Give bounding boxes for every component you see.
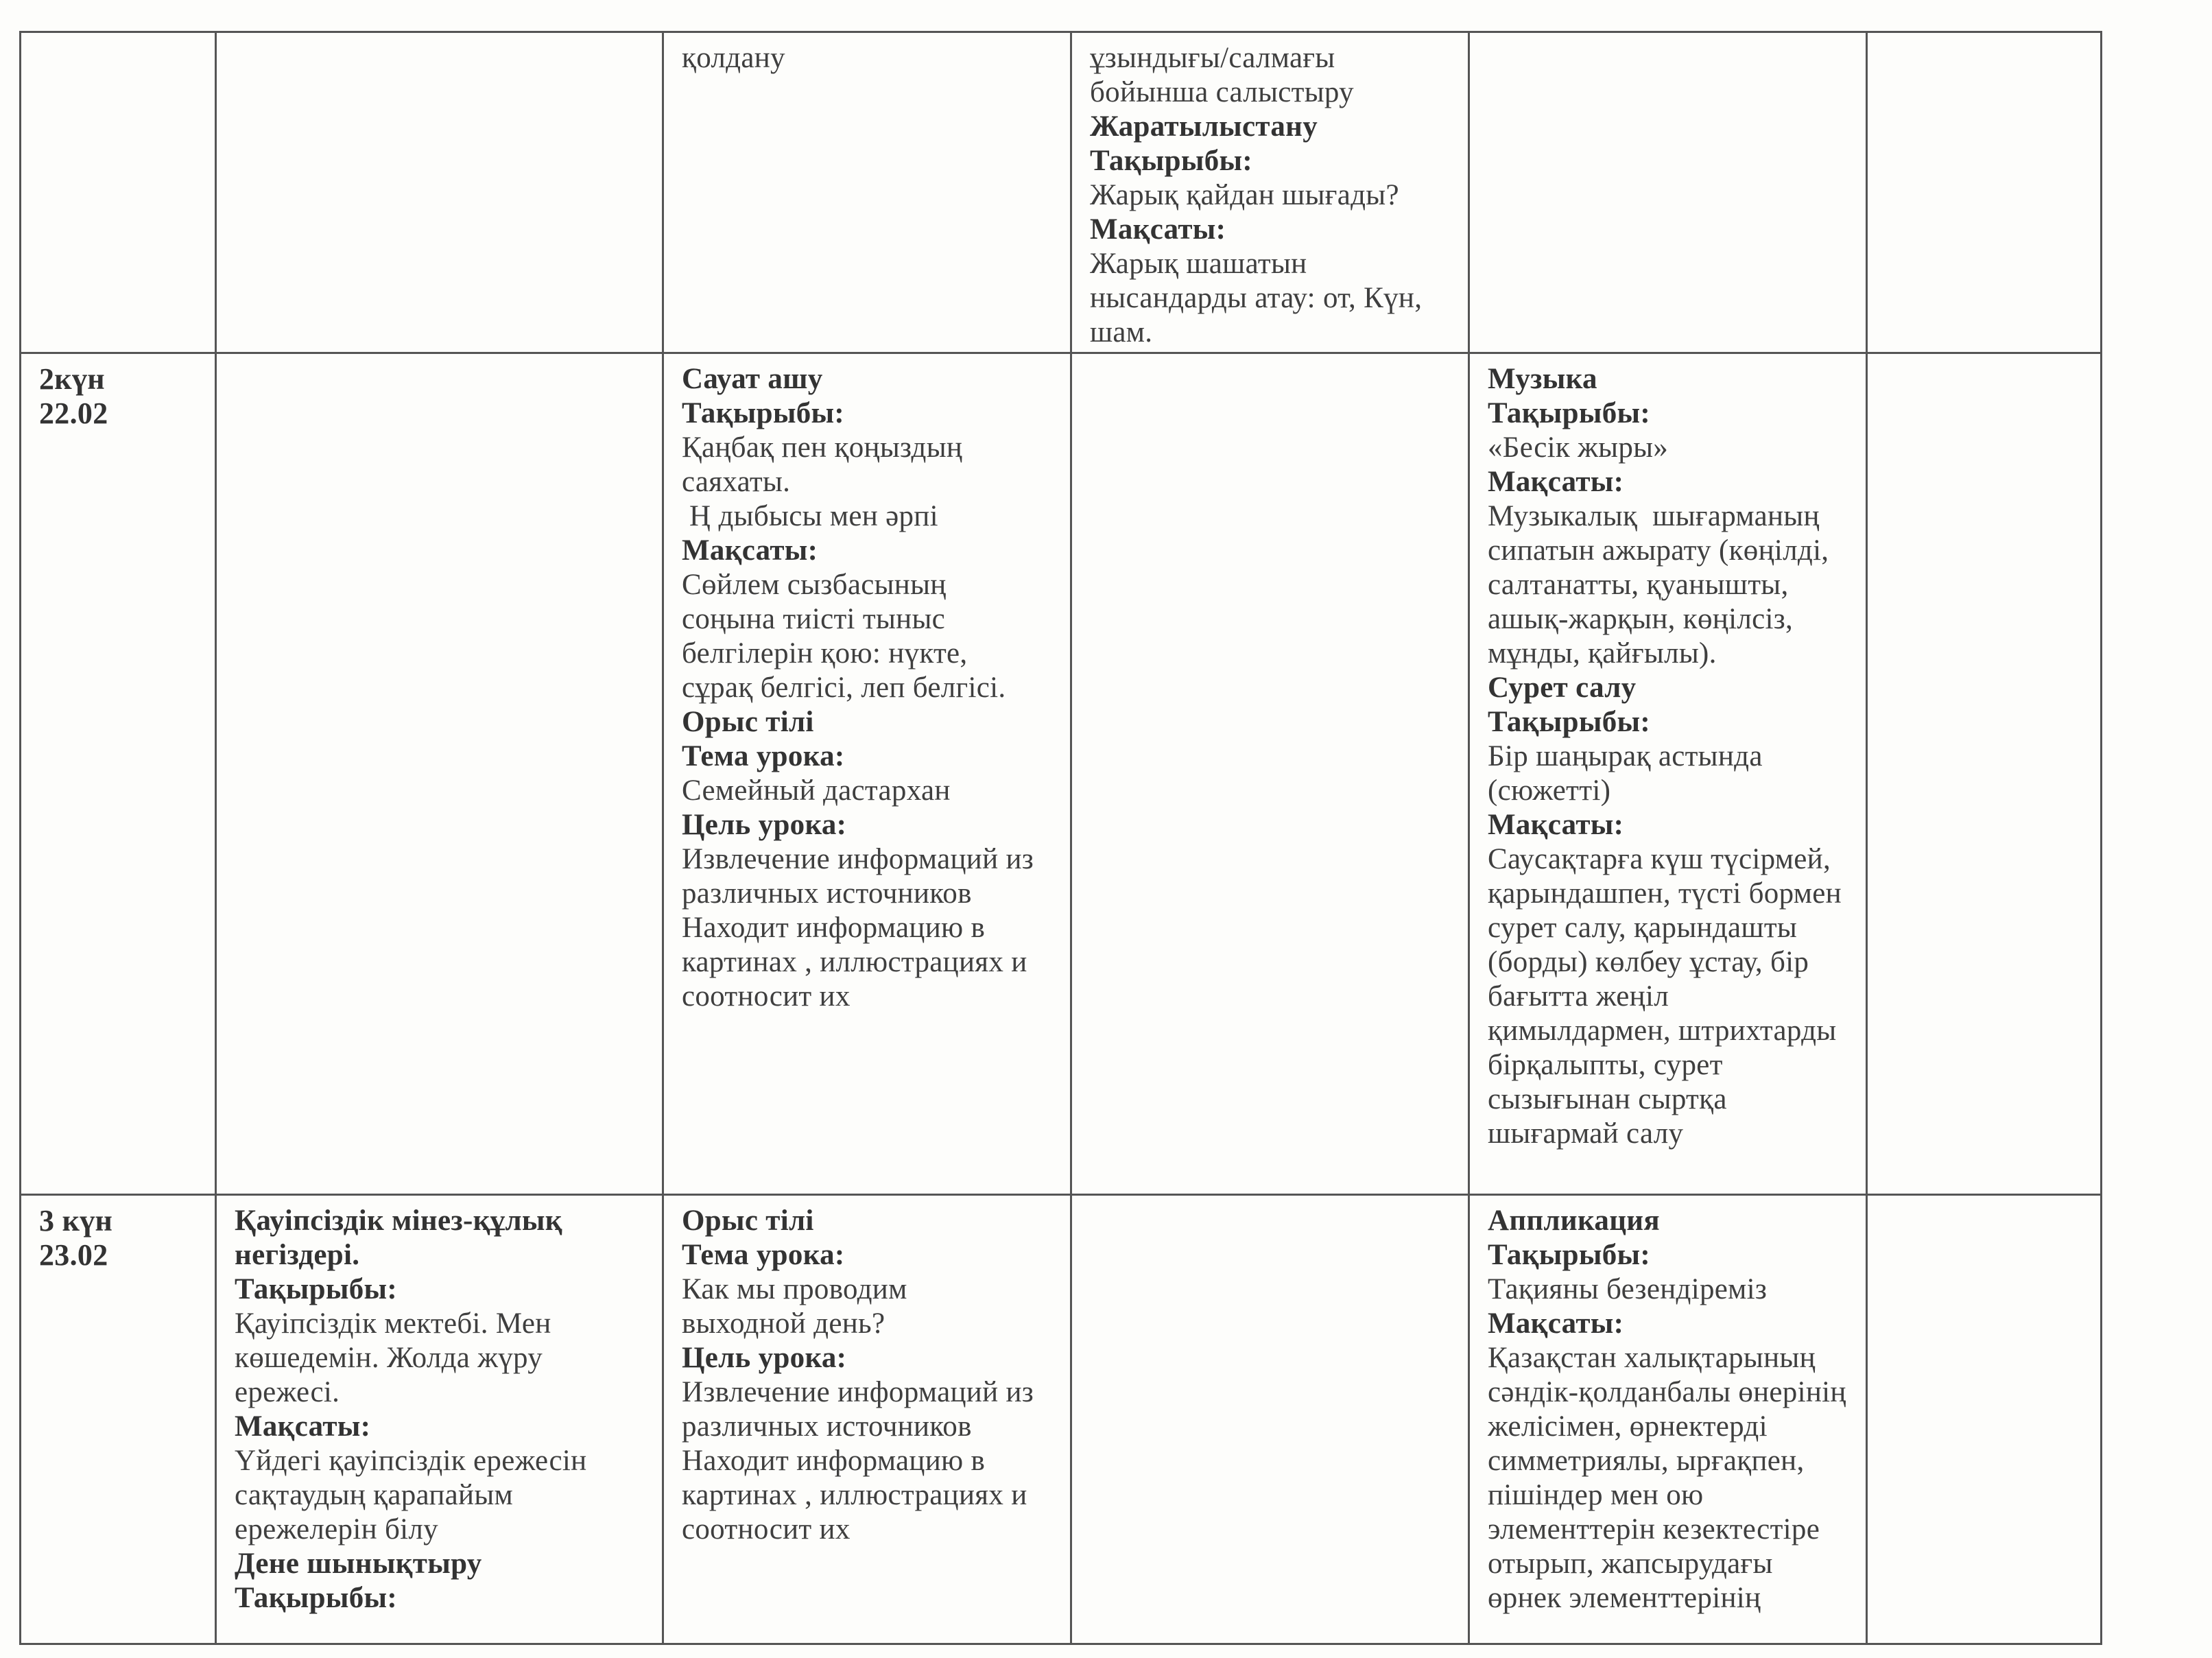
heading-line: Мақсаты: [1488,1307,1624,1340]
text-line: Тақияны безендіреміз [1488,1273,1768,1305]
text-line: элементтерін кезектестіре [1488,1513,1820,1546]
text-line: қимылдармен, штрихтарды [1488,1015,1837,1047]
heading-line: Тақырыбы: [235,1273,398,1305]
text-line: Үйдегі қауіпсіздік ережесін [235,1445,587,1477]
text-line: «Бесік жыры» [1488,431,1669,464]
text-line: (сюжетті) [1488,774,1611,807]
text-line: ашық-жарқын, көңілсіз, [1488,603,1794,635]
heading-line: Тақырыбы: [1090,145,1253,177]
cell-continuation-row-col5 [1469,32,1867,353]
text-line: отырып, жапсырудағы [1488,1548,1773,1580]
heading-line: Мақсаты: [235,1410,371,1443]
cell-day2-row-col6 [1867,353,2102,1195]
text-line: картинах , иллюстрациях и [682,946,1027,978]
text-line: соңына тиісті тыныс [682,603,946,635]
heading-line: Орыс тілі [682,1205,814,1237]
heading-line: Тақырыбы: [682,397,845,429]
heading-line: Тақырыбы: [235,1582,398,1614]
cell-continuation-row-day [21,32,216,353]
text-line: Музыкалық шығарманың [1488,500,1820,532]
cell-day3-row-col4 [1071,1195,1469,1644]
text-line: сипатын ажырату (көңілді, [1488,534,1829,567]
text-line: Қазақстан халықтарының [1488,1342,1816,1374]
text-line: Извлечение информаций из [682,843,1034,875]
text-line: Ң дыбысы мен әрпі [682,500,938,532]
cell-continuation-row-col6 [1867,32,2102,353]
cell-day2-row-col2 [216,353,663,1195]
text-line: бағытта жеңіл [1488,980,1669,1012]
table-body [21,32,2102,1644]
heading-line: Тақырыбы: [1488,397,1651,429]
text-line: ережелерін білу [235,1513,438,1546]
heading-line: Цель урока: [682,1342,847,1374]
text-line: желісімен, өрнектерді [1488,1410,1768,1443]
heading-line: 3 күн [39,1204,113,1237]
text-line: салтанатты, қуанышты, [1488,569,1789,601]
text-line: сызығынан сыртқа [1488,1083,1727,1115]
heading-line: Мақсаты: [1488,466,1624,498]
heading-line: Музыка [1488,363,1597,395]
text-line: Сөйлем сызбасының [682,569,947,601]
text-line: Қауіпсіздік мектебі. Мен [235,1307,551,1340]
text-line: различных источников [682,877,972,910]
heading-line: Цель урока: [682,809,847,841]
text-line: өрнек элементтерінің [1488,1582,1761,1614]
text-line: белгілерін қою: нүкте, [682,637,968,670]
text-line: саяхаты. [682,466,791,498]
text-line: симметриялы, ырғақпен, [1488,1445,1805,1477]
heading-line: Мақсаты: [682,534,818,567]
heading-line: негіздері. [235,1239,360,1271]
text-line: шығармай салу [1488,1117,1684,1150]
heading-line: Сауат ашу [682,363,823,395]
cell-day3-row-col3 [663,1195,1071,1644]
cell-day3-row-day [21,1195,216,1644]
text-line: сәндік-қолданбалы өнерінің [1488,1376,1846,1408]
text-line: ережесі. [235,1376,340,1408]
heading-line: 23.02 [39,1238,108,1272]
text-line: бойынша салыстыру [1090,76,1354,108]
text-line: сурет салу, қарындашты [1488,912,1798,944]
heading-line: Дене шынықтыру [235,1548,482,1580]
text-line: Жарық қайдан шығады? [1090,179,1399,211]
text-line: қарындашпен, түсті бормен [1488,877,1842,910]
cell-day3-row-col5 [1469,1195,1867,1644]
cell-day3-row-col2 [216,1195,663,1644]
lesson-plan-table [19,31,2102,1645]
text-line: бірқалыпты, сурет [1488,1049,1723,1081]
text-line: соотносит их [682,1513,851,1546]
text-line: Семейный дастархан [682,774,951,807]
text-line: выходной день? [682,1307,885,1340]
text-line: Находит информацию в [682,912,986,944]
heading-line: Орыс тілі [682,706,814,738]
heading-line: Тема урока: [682,740,845,772]
cell-day2-row-col5 [1469,353,1867,1195]
text-line: қолдану [682,42,785,74]
text-line: (борды) көлбеу ұстау, бір [1488,946,1809,978]
cell-day2-row-day [21,353,216,1195]
text-line: көшедемін. Жолда жүру [235,1342,543,1374]
heading-line: Тема урока: [682,1239,845,1271]
text-line: Қаңбақ пен қоңыздың [682,431,963,464]
table-row-day2-row [21,353,2102,1195]
text-line: Бір шаңырақ астында [1488,740,1763,772]
text-line: ұзындығы/салмағы [1090,42,1335,74]
table-row-day3-row [21,1195,2102,1644]
text-line: пішіндер мен ою [1488,1479,1704,1511]
text-line: Находит информацию в [682,1445,986,1477]
cell-continuation-row-col4 [1071,32,1469,353]
cell-continuation-row-col3 [663,32,1071,353]
cell-continuation-row-col2 [216,32,663,353]
heading-line: 22.02 [39,396,108,430]
text-line: Саусақтарға күш түсірмей, [1488,843,1831,875]
cell-day2-row-col3 [663,353,1071,1195]
table-row-continuation-row [21,32,2102,353]
heading-line: Сурет салу [1488,672,1637,704]
text-line: картинах , иллюстрациях и [682,1479,1027,1511]
text-line: нысандарды атау: от, Күн, [1090,282,1423,314]
text-line: Как мы проводим [682,1273,907,1305]
cell-day3-row-col6 [1867,1195,2102,1644]
heading-line: 2күн [39,362,105,396]
heading-line: Жаратылыстану [1090,110,1318,143]
text-line: сақтаудың қарапайым [235,1479,514,1511]
heading-line: Қауіпсіздік мінез-құлық [235,1205,562,1237]
text-line: Извлечение информаций из [682,1376,1034,1408]
text-line: сұрақ белгісі, леп белгісі. [682,672,1006,704]
heading-line: Тақырыбы: [1488,706,1651,738]
heading-line: Аппликация [1488,1205,1660,1237]
text-line: соотносит их [682,980,851,1012]
cell-day2-row-col4 [1071,353,1469,1195]
heading-line: Мақсаты: [1090,213,1226,246]
text-line: различных источников [682,1410,972,1443]
text-line: мұнды, қайғылы). [1488,637,1717,670]
text-line: шам. [1090,316,1153,348]
heading-line: Мақсаты: [1488,809,1624,841]
text-line: Жарық шашатын [1090,248,1307,280]
heading-line: Тақырыбы: [1488,1239,1651,1271]
